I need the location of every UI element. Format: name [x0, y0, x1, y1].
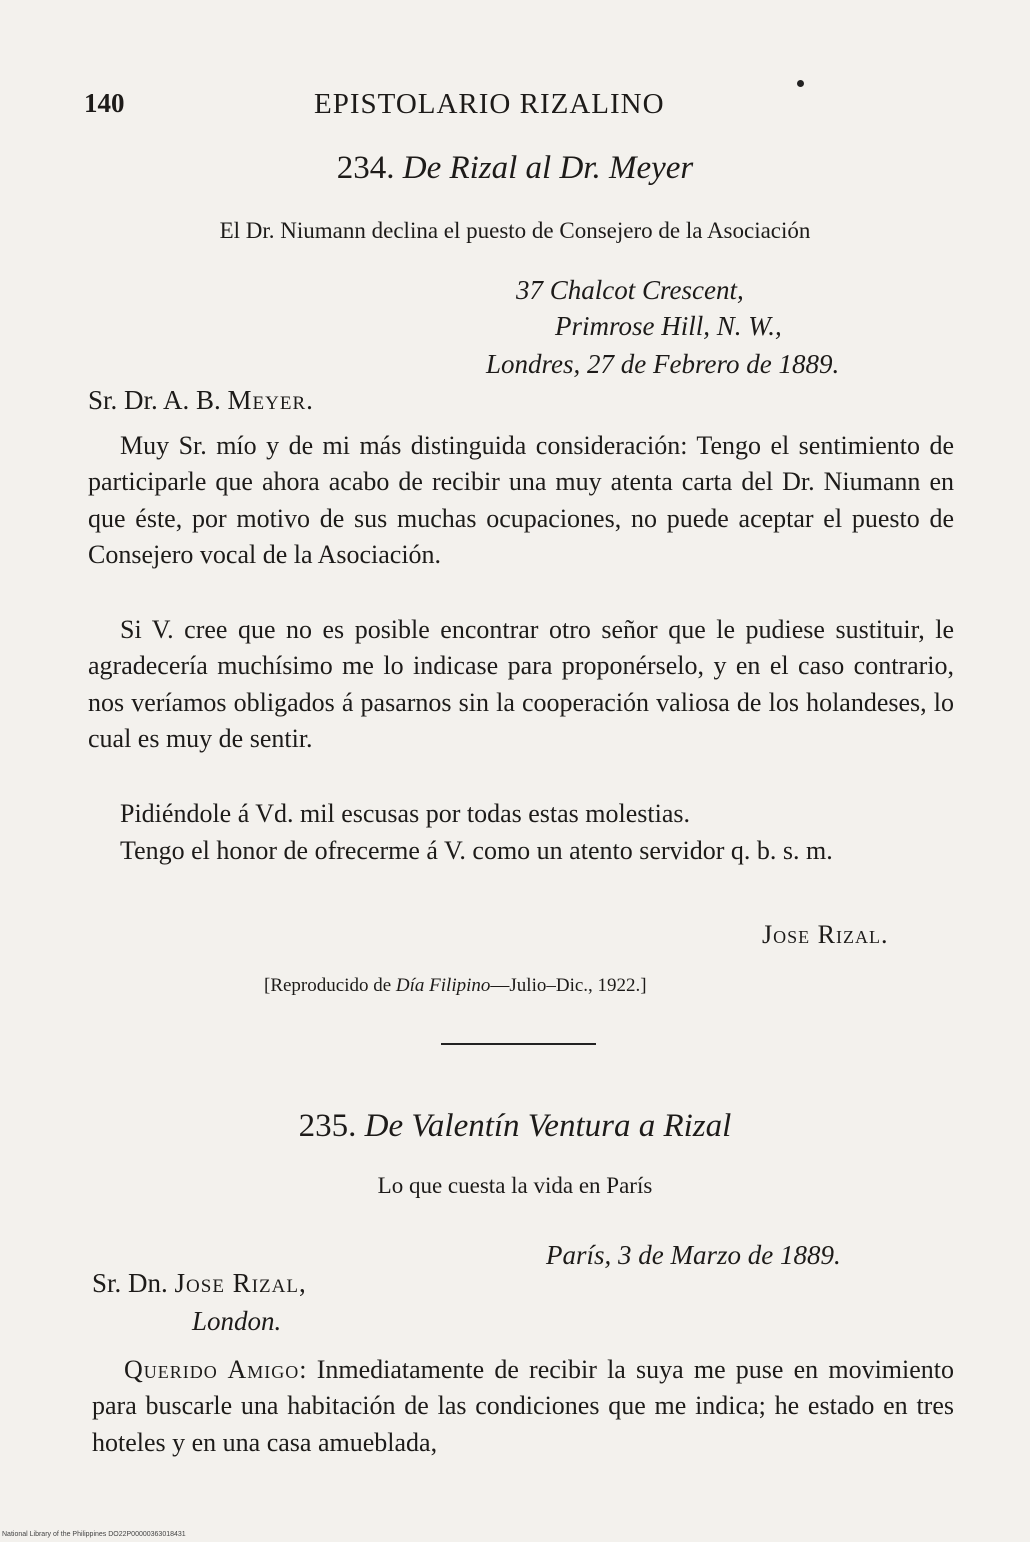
running-title: EPISTOLARIO RIZALINO [314, 88, 665, 120]
letter-235-date-line: París, 3 de Marzo de 1889. [546, 1240, 841, 1270]
letter-235-summary: Lo que cuesta la vida en París [377, 1173, 653, 1198]
letter-234-salutation [88, 385, 314, 416]
letter-235-salutation-prefix: Sr. Dn. [92, 1268, 175, 1298]
letter-234-source-note [264, 975, 647, 997]
ink-speck [797, 80, 804, 87]
letter-234-date-line: Londres, 27 de Febrero de 1889. [486, 349, 840, 379]
letter-234-signature: Jose Rizal. [762, 920, 889, 949]
letter-234-salutation-prefix: Sr. Dr. A. B. [88, 385, 228, 415]
section-divider [441, 1043, 596, 1045]
letter-234-number: 234. [336, 150, 395, 186]
letter-235-paragraph-1-text: : Inmediatamente de recibir la suya me puse en movimiento para buscarle una habitación de las condiciones que me indica; he estado en tres hoteles y en una casa amueblada, [92, 1355, 954, 1457]
letter-235-salutation [92, 1268, 307, 1299]
letter-235-greeting: Querido Amigo [124, 1355, 300, 1384]
letter-235-number: 235. [298, 1108, 357, 1144]
letter-234-paragraph-1: Muy Sr. mío y de mi más distinguida consideración: Tengo el sentimiento de participarle que ahora acabo de recibir una muy atenta carta del Dr. Niumann en que éste, por motivo de sus muchas ocupaciones, no puede aceptar el puesto de Consejero vocal de la Asociación. [88, 431, 954, 570]
source-suffix: —Julio–Dic., 1922.] [490, 975, 647, 996]
letter-234-heading [0, 150, 1030, 187]
letter-235-heading [0, 1108, 1030, 1145]
letter-234-title: De Rizal al Dr. Meyer [402, 150, 694, 186]
letter-234-address-line2: Primrose Hill, N. W., [555, 311, 782, 341]
letter-234-summary: El Dr. Niumann declina el puesto de Consejero de la Asociación [219, 218, 811, 243]
letter-234-paragraph-4: Tengo el honor de ofrecerme á V. como un atento servidor q. b. s. m. [120, 836, 833, 865]
letter-234-paragraph-3: Pidiéndole á Vd. mil escusas por todas estas molestias. [120, 799, 690, 828]
letter-235-recipient-name: Jose Rizal, [174, 1268, 307, 1298]
letter-234-paragraph-2: Si V. cree que no es posible encontrar otro señor que le pudiese sustituir, le agradecería muchísimo me lo indicase para proponérselo, y en el caso contrario, nos veríamos obligados á pasarnos sin la cooperación valiosa de los holandeses, lo cual es muy de sentir. [88, 615, 954, 754]
library-credit: National Library of the Philippines DO22P00000363018431 [2, 1531, 186, 1538]
letter-234-recipient-name: Meyer. [227, 385, 314, 415]
letter-235-paragraph-1 [92, 1352, 954, 1461]
page-number: 140 [84, 88, 125, 118]
source-publication: Día Filipino [395, 975, 491, 996]
source-prefix: [Reproducido de [264, 975, 396, 996]
letter-234-address-line1: 37 Chalcot Crescent, [516, 275, 744, 305]
letter-235-recipient-city: London. [192, 1306, 282, 1336]
letter-235-title: De Valentín Ventura a Rizal [364, 1108, 732, 1144]
